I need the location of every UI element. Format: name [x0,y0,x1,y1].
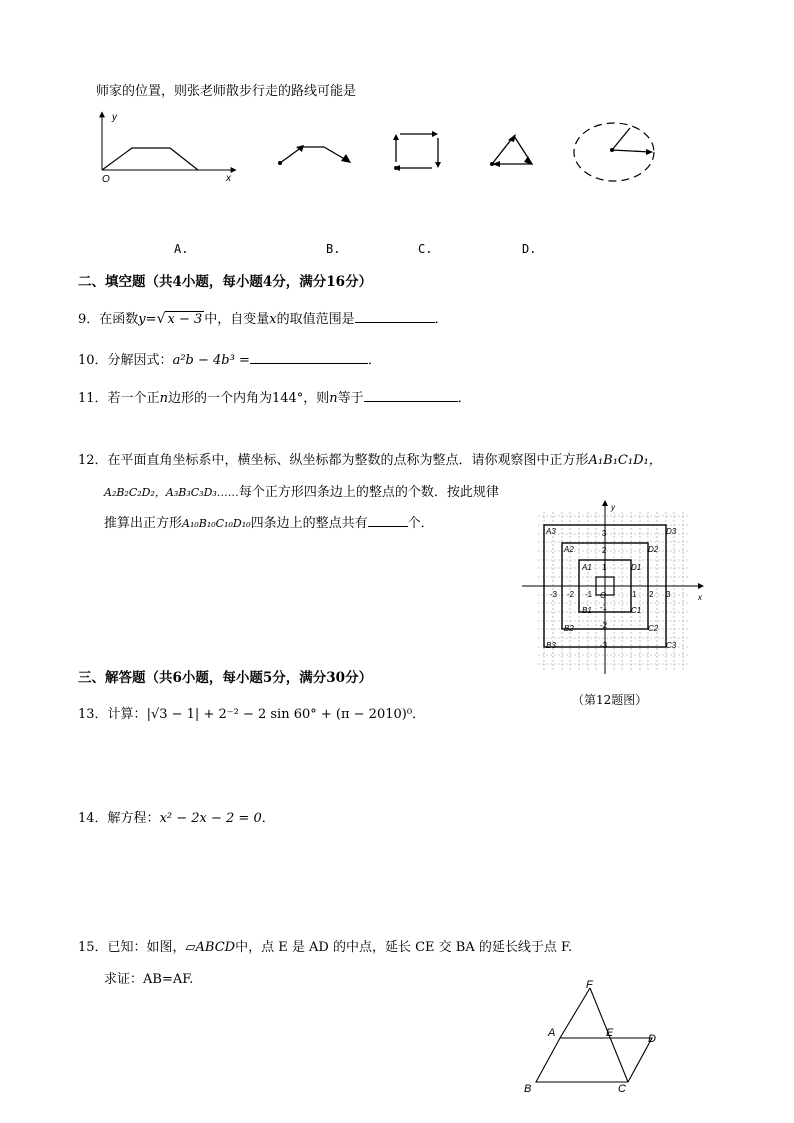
q13-expression: |√3 − 1| + 2⁻² − 2 sin 60° + (π − 2010)⁰ [146,707,413,722]
q12-line-3-post: 四条边上的整点共有 [250,516,368,531]
section-3-heading: 三、解答题（共6小题，每小题5分，满分30分） [78,670,373,686]
q13-number: 13． [78,707,108,722]
x-tick: 2 [649,590,654,599]
origin-label: O [600,591,607,600]
q8-option-a-graph [90,108,240,188]
y-tick: -3 [600,641,608,650]
q12-line-3 [104,512,434,531]
q15-line-1 [78,936,572,955]
label-a2: A2 [564,545,574,554]
x-tick: -1 [585,590,593,599]
q14-equation: x² − 2x − 2 = 0 [159,811,262,826]
q12-line-3-end: 个． [407,516,434,531]
q11-angle: 144° [271,391,304,406]
q9-radicand: x − 3 [167,312,203,327]
y-tick: 2 [602,546,607,555]
point-a-label: A [548,1027,556,1039]
q9-end: ． [434,312,448,327]
q12-squares: A₂B₂C₂D₂，A₃B₃C₃D₃…… [104,486,239,499]
q12-line-2-text: 每个正方形四条边上的整点的个数．按此规律 [238,485,499,500]
label-c2: C2 [648,624,659,633]
q9-pre: 在函数 [99,312,139,327]
y-tick: -2 [600,621,608,630]
q10-pre: 分解因式： [107,353,173,368]
point-e-label: E [606,1027,614,1039]
q9-eq: = [145,312,157,327]
q12-line-1 [78,449,662,468]
option-b[interactable]: B. [326,242,341,256]
y-axis-label: y [611,503,615,512]
q11-post: 等于 [337,391,364,406]
question-11 [78,387,471,406]
label-b1: B1 [582,606,592,615]
x-tick: 1 [632,590,637,599]
point-d-label: D [648,1033,656,1045]
q12-square-10: A₁₀B₁₀C₁₀D₁₀ [182,517,251,530]
section-2-heading: 二、填空题（共4小题，每小题4分，满分16分） [78,274,373,290]
q8-option-d-route [486,128,540,174]
option-a[interactable]: A. [174,242,189,256]
q8-option-circle-route [570,120,660,184]
point-b-label: B [524,1083,532,1095]
q12-lattice-figure [518,498,708,678]
question-14 [78,807,275,826]
q9-mid: 中，自变量 [204,312,270,327]
q11-mid: 边形的一个内角为 [167,391,272,406]
q9-answer-blank[interactable] [355,310,435,323]
x-axis-label: x [226,173,231,184]
y-tick: 1 [602,563,607,572]
label-a3: A3 [546,527,556,536]
sqrt-symbol: √ [156,311,166,327]
x-tick: -3 [550,590,558,599]
option-c[interactable]: C. [418,242,433,256]
option-d[interactable]: D. [522,242,537,256]
point-c-label: C [618,1083,626,1095]
q12-square-1: A₁B₁C₁D₁， [588,453,662,468]
label-d2: D2 [648,545,659,554]
q9-post: 的取值范围是 [276,312,355,327]
q9-x: x [269,312,277,327]
q11-n2: n [329,391,338,406]
x-tick: -2 [567,590,575,599]
label-a1: A1 [582,563,592,572]
q10-answer-blank[interactable] [250,351,368,364]
question-10 [78,349,381,368]
label-c1: C1 [631,606,642,615]
q10-end: ． [367,353,381,368]
label-c3: C3 [666,641,677,650]
q12-line-3-pre: 推算出正方形 [104,516,183,531]
y-tick: 3 [602,529,607,538]
label-b3: B3 [546,641,556,650]
q12-figure-caption: （第12题图） [572,693,648,707]
question-13 [78,703,425,722]
q12-line-1-text: 12．在平面直角坐标系中，横坐标、纵坐标都为整数的点称为整点．请你观察图中正方形 [78,453,589,468]
distance-curve [102,148,198,170]
q15-parallelogram-figure [518,978,668,1096]
question-9 [78,308,448,327]
q11-answer-blank[interactable] [364,389,458,402]
q15-line-1-rest: 中，点 E 是 AD 的中点，延长 CE 交 BA 的延长线于点 F. [235,940,573,955]
x-axis-label: x [698,593,702,602]
y-axis-label: y [112,112,117,123]
q13-pre: 计算： [107,707,147,722]
label-b2: B2 [564,624,574,633]
label-d1: D1 [631,563,642,572]
parallelogram-abcd [536,1038,652,1082]
q15-line-1-pre: 15．已知：如图， [78,940,186,955]
q15-parallelogram: ▱ABCD [185,940,236,955]
q10-number: 10． [78,353,108,368]
q15-line-2: 求证：AB=AF. [104,972,194,987]
q11-n1: n [159,391,168,406]
x-tick: 3 [666,590,671,599]
q11-mid2: ，则 [303,391,330,406]
q11-number: 11． [78,391,108,406]
q12-answer-blank[interactable] [368,514,408,527]
ba-extension [560,988,590,1038]
point-f-label: F [586,979,593,991]
q14-pre: 解方程： [107,811,160,826]
q11-end: ． [457,391,471,406]
q11-pre: 若一个正 [107,391,160,406]
q13-end: ． [412,707,426,722]
origin-label: O [102,174,110,185]
q14-number: 14． [78,811,108,826]
q9-y: y [138,312,146,327]
label-d3: D3 [666,527,677,536]
q12-line-2 [104,481,499,500]
q8-option-b-route [272,135,362,175]
q14-end: ． [261,811,275,826]
q10-expr: a²b − 4b³ = [172,353,250,368]
q9-number: 9． [78,312,100,327]
y-tick: -1 [600,603,608,612]
q8-stem-tail: 师家的位置，则张老师散步行走的路线可能是 [96,84,357,99]
q8-option-c-route [388,128,448,176]
